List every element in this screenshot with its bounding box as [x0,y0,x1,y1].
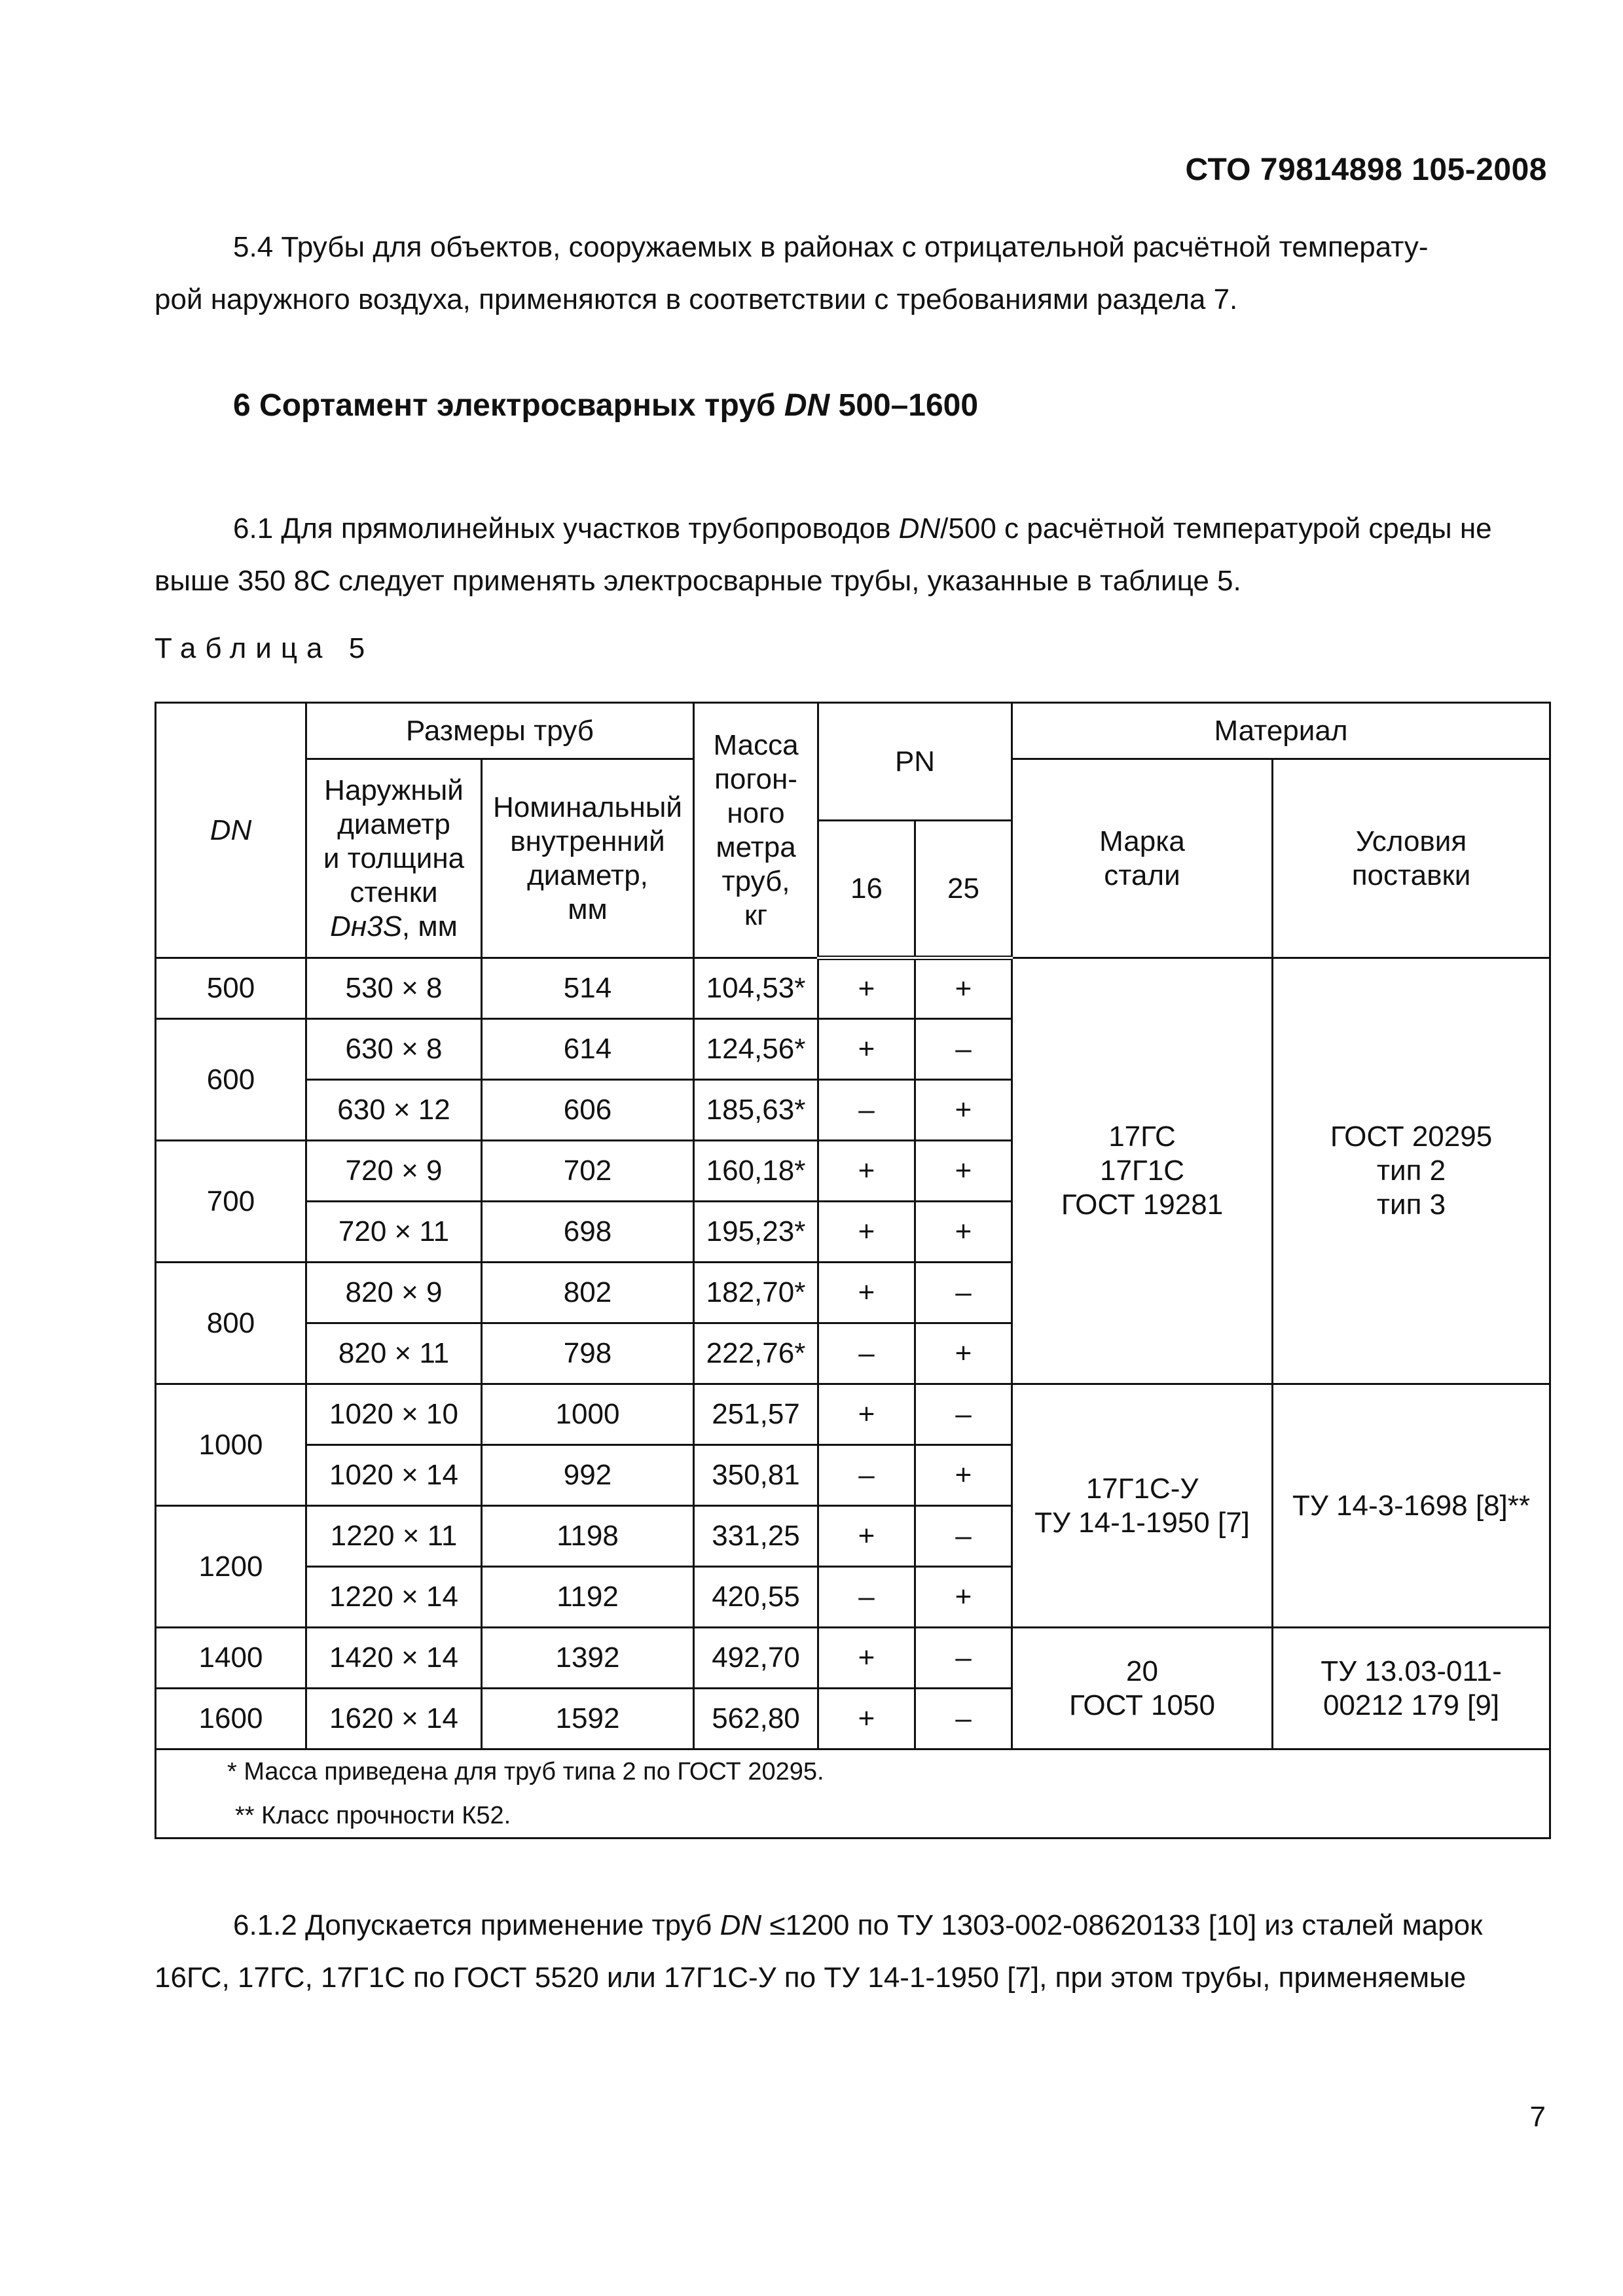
cell-dn: 600 [156,1019,306,1141]
cell-size: 1220 × 11 [306,1506,482,1567]
cell-size: 630 × 8 [306,1019,482,1080]
cell-mass: 104,53* [694,958,818,1019]
header-inner-diameter: Номинальный внутренний диаметр, мм [482,759,694,958]
header-pn: PN [818,703,1012,821]
table-footnote-class: ** Класс прочности К52. [156,1794,1550,1839]
cell-size: 820 × 9 [306,1263,482,1323]
cell-pn16: + [818,1141,915,1202]
cell-mass: 350,81 [694,1445,818,1506]
table-row [156,958,1550,1019]
cell-dn: 1400 [156,1628,306,1689]
cell-dn: 700 [156,1141,306,1263]
cell-pn25: + [915,1323,1012,1384]
cell-pn16: + [818,1384,915,1445]
cell-pn16: + [818,958,915,1019]
cell-pn16: + [818,1506,915,1567]
cell-size: 720 × 9 [306,1141,482,1202]
cell-dn: 1200 [156,1506,306,1628]
document-code: СТО 79814898 105-2008 [1185,152,1547,187]
paragraph-6-1-text-a: 6.1 Для прямолинейных участков трубопроводов [233,512,899,545]
cell-mass: 492,70 [694,1628,818,1689]
paragraph-6-1-2-line-1 [155,1899,1548,1952]
cell-pn16: + [818,1019,915,1080]
paragraph-5-4-line-1: 5.4 Трубы для объектов, сооружаемых в районах с отрицательной расчётной температу- [233,231,1429,263]
cell-supply-group-1: ГОСТ 20295 тип 2 тип 3 [1273,958,1550,1384]
cell-mass: 222,76* [694,1323,818,1384]
paragraph-6-1-2 [155,1899,1548,2004]
cell-inner: 1592 [482,1689,694,1749]
cell-mass: 160,18* [694,1141,818,1202]
cell-size: 1620 × 14 [306,1689,482,1749]
table-row [156,1384,1550,1445]
cell-inner: 698 [482,1202,694,1263]
table-caption: Таблица 5 [155,632,374,664]
cell-mass: 562,80 [694,1689,818,1749]
cell-mass: 195,23* [694,1202,818,1263]
cell-pn25: – [915,1689,1012,1749]
cell-pn16: – [818,1080,915,1141]
cell-steel-group-2: 17Г1С-У ТУ 14-1-1950 [7] [1012,1384,1273,1628]
cell-size: 1020 × 14 [306,1445,482,1506]
table-footnote-mass: * Масса приведена для труб типа 2 по ГОСТ 20295. [156,1749,1550,1794]
paragraph-6-1-2-dn: DN [720,1909,762,1941]
section-6-dn: DN [784,388,830,423]
cell-pn25: – [915,1628,1012,1689]
cell-mass: 331,25 [694,1506,818,1567]
cell-size: 630 × 12 [306,1080,482,1141]
cell-size: 1020 × 10 [306,1384,482,1445]
cell-pn25: – [915,1019,1012,1080]
table-row [156,1628,1550,1689]
header-steel-grade: Марка стали [1012,759,1273,958]
cell-inner: 802 [482,1263,694,1323]
paragraph-6-1 [155,503,1548,607]
cell-inner: 702 [482,1141,694,1202]
cell-size: 720 × 11 [306,1202,482,1263]
cell-dn: 800 [156,1263,306,1384]
cell-size: 530 × 8 [306,958,482,1019]
cell-pn25: + [915,1445,1012,1506]
page-number: 7 [1529,2101,1546,2133]
cell-dn: 1000 [156,1384,306,1506]
section-6-heading [233,387,978,423]
cell-mass: 182,70* [694,1263,818,1323]
cell-steel-group-1: 17ГС 17Г1С ГОСТ 19281 [1012,958,1273,1384]
cell-supply-group-2: ТУ 14-3-1698 [8]** [1273,1384,1550,1628]
cell-pn25: + [915,1141,1012,1202]
paragraph-5-4-line-2: рой наружного воздуха, применяются в соответствии с требованиями раздела 7. [155,283,1238,315]
cell-inner: 1000 [482,1384,694,1445]
cell-supply-group-3: ТУ 13.03-011- 00212 179 [9] [1273,1628,1550,1749]
cell-pn25: + [915,1567,1012,1628]
section-6-title: 6 Сортамент электросварных труб [233,388,784,423]
cell-inner: 798 [482,1323,694,1384]
cell-pn25: – [915,1384,1012,1445]
paragraph-5-4 [155,221,1548,326]
cell-mass: 185,63* [694,1080,818,1141]
header-pn-25: 25 [915,821,1012,958]
cell-inner: 1392 [482,1628,694,1689]
cell-pn16: – [818,1445,915,1506]
cell-inner: 1192 [482,1567,694,1628]
cell-inner: 614 [482,1019,694,1080]
cell-pn25: + [915,1080,1012,1141]
cell-size: 1420 × 14 [306,1628,482,1689]
paragraph-6-1-2-text-a: 6.1.2 Допускается применение труб [233,1909,720,1941]
cell-pn16: – [818,1323,915,1384]
paragraph-6-1-line-1 [155,503,1548,555]
pipe-table [155,702,1551,1839]
cell-inner: 1198 [482,1506,694,1567]
section-6-range: 500–1600 [830,388,979,423]
cell-pn25: – [915,1263,1012,1323]
cell-inner: 992 [482,1445,694,1506]
header-supply-conditions: Условия поставки [1273,759,1550,958]
header-material: Материал [1012,703,1550,759]
cell-mass: 124,56* [694,1019,818,1080]
paragraph-6-1-2-line-2: 16ГС, 17ГС, 17Г1С по ГОСТ 5520 или 17Г1С-У по ТУ 14-1-1950 [7], при этом трубы, применяемые [155,1962,1467,1994]
cell-dn: 1600 [156,1689,306,1749]
cell-pn16: + [818,1689,915,1749]
paragraph-6-1-2-text-b: ≤1200 по ТУ 1303-002-08620133 [10] из сталей марок [761,1909,1483,1941]
header-mass: Масса погон- ного метра труб, кг [694,703,818,958]
paragraph-6-1-dn: DN [898,512,941,545]
cell-size: 820 × 11 [306,1323,482,1384]
cell-mass: 420,55 [694,1567,818,1628]
cell-pn16: + [818,1263,915,1323]
cell-inner: 514 [482,958,694,1019]
header-pn-16: 16 [818,821,915,958]
cell-pn25: – [915,1506,1012,1567]
cell-mass: 251,57 [694,1384,818,1445]
paragraph-6-1-text-b: /500 с расчётной температурой среды не [940,512,1492,545]
cell-steel-group-3: 20 ГОСТ 1050 [1012,1628,1273,1749]
cell-pn16: + [818,1628,915,1689]
header-dn: DN [156,703,306,958]
cell-pn25: + [915,958,1012,1019]
header-outer-diameter: Наружный диаметр и толщина стенки Dн3S, мм [306,759,482,958]
cell-inner: 606 [482,1080,694,1141]
cell-pn16: – [818,1567,915,1628]
cell-pn25: + [915,1202,1012,1263]
cell-pn16: + [818,1202,915,1263]
cell-size: 1220 × 14 [306,1567,482,1628]
cell-dn: 500 [156,958,306,1019]
paragraph-6-1-line-2: выше 350 8С следует применять электросварные трубы, указанные в таблице 5. [155,565,1241,597]
header-sizes: Размеры труб [306,703,694,759]
